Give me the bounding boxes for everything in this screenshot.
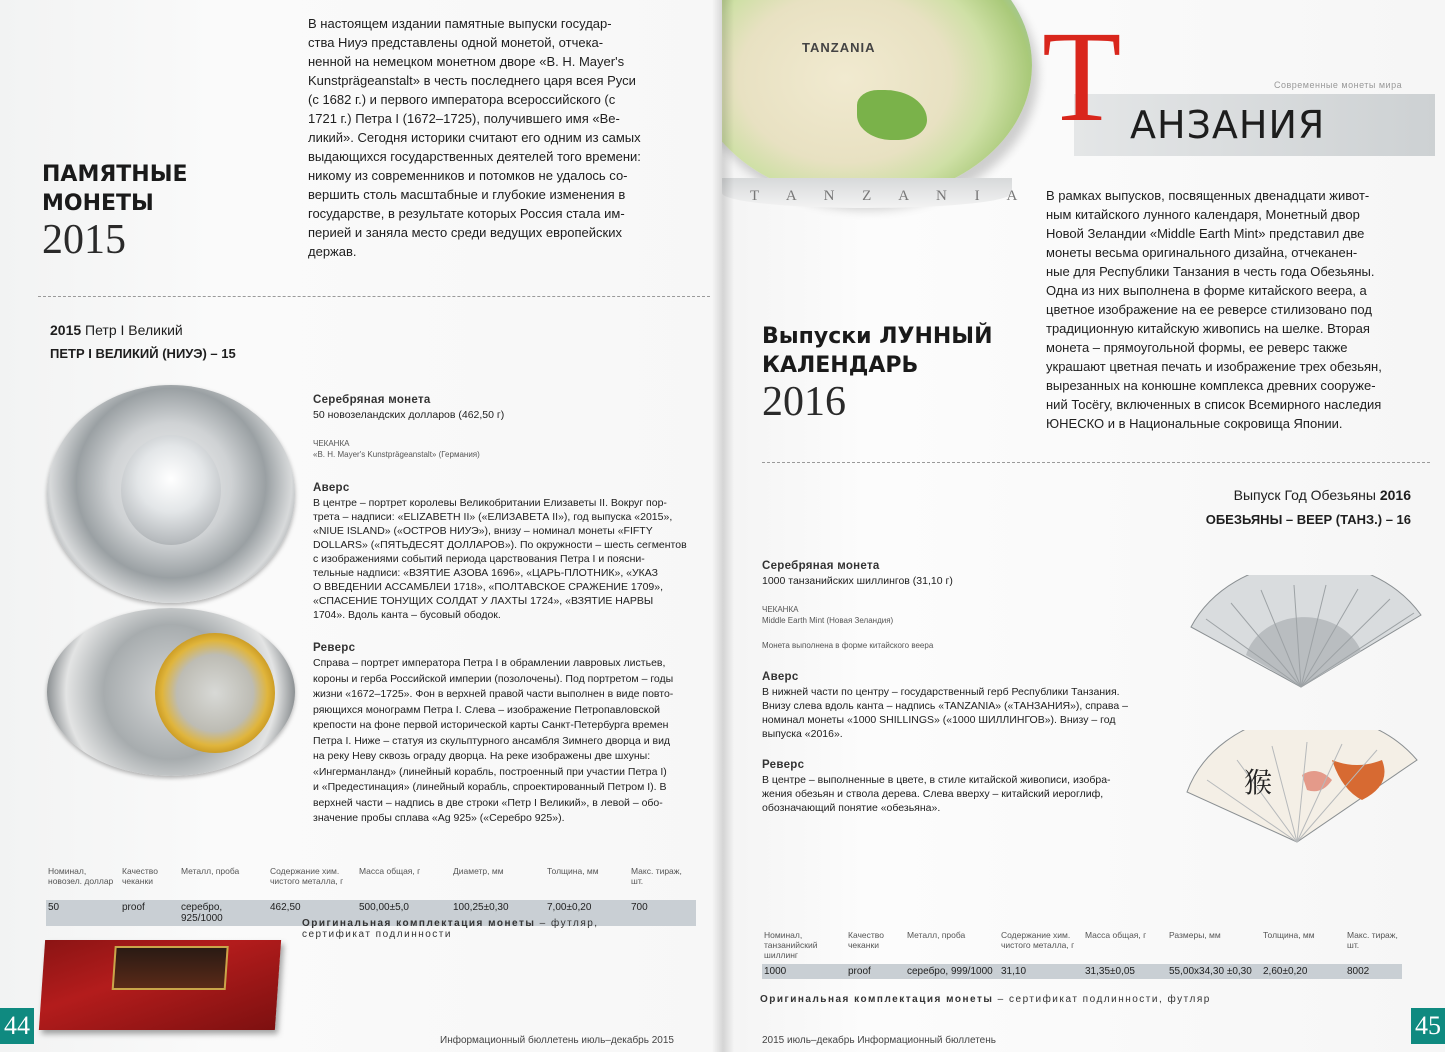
package-note bbox=[302, 918, 662, 940]
text-line: жения обезьян и ствола дерева. Слева вверху – китайский иероглиф, bbox=[762, 788, 1104, 800]
section-title-line-1: ПАМЯТНЫЕ bbox=[42, 162, 188, 187]
spec-header: Масса общая, г bbox=[359, 866, 421, 876]
intro-line: Новой Зеландии «Middle Earth Mint» представил две bbox=[1046, 226, 1365, 241]
intro-line: украшают цветная печать и изображение трех обезьян, bbox=[1046, 359, 1382, 374]
text-line: с изображениями событий периода царствования Петра I и поясни- bbox=[313, 553, 645, 565]
map-disc bbox=[722, 0, 1032, 200]
text-line: на реку Неву сквозь ограду дворца. На реке изображены две шхуны: bbox=[313, 750, 651, 762]
section-title bbox=[42, 160, 188, 264]
right-page bbox=[722, 0, 1445, 1052]
spec-header: Масса общая, г bbox=[1085, 930, 1147, 940]
obverse-title: Аверс bbox=[762, 671, 799, 683]
page-number: 45 bbox=[1411, 1008, 1445, 1044]
spec-header: Размеры, мм bbox=[1169, 930, 1221, 940]
spec-value: 31,35±0,05 bbox=[1083, 964, 1167, 979]
queen-portrait-icon bbox=[121, 435, 221, 545]
intro-line: ства Ниуэ представлены одной монетой, отчека- bbox=[308, 35, 604, 50]
shape-note: Монета выполнена в форме китайского веера bbox=[762, 641, 934, 650]
text-line: В центре – портрет королевы Великобритании Елизаветы II. Вокруг пор- bbox=[313, 497, 667, 509]
intro-line: выдающихся государственных деятелей того времени: bbox=[308, 149, 641, 164]
spec-value: 700 bbox=[629, 900, 696, 926]
metal-title: Серебряная монета bbox=[762, 560, 880, 572]
intro-line: ненной на немецком монетном дворе «B. H. Mayer's bbox=[308, 54, 625, 69]
right-intro-text bbox=[1046, 186, 1418, 433]
intro-line: Одна из них выполнена в форме китайского веера, а bbox=[1046, 283, 1367, 298]
spec-header: Макс. тираж, шт. bbox=[631, 866, 682, 886]
text-line: крепости на фоне первой исторической карты Санкт-Петербурга времен bbox=[313, 719, 669, 731]
spec-value: 2,60±0,20 bbox=[1261, 964, 1345, 979]
mint-value: Middle Earth Mint (Новая Зеландия) bbox=[762, 616, 894, 625]
spec-table bbox=[46, 866, 696, 926]
spec-value: 50 bbox=[46, 900, 120, 926]
book-spine bbox=[712, 0, 734, 1052]
reverse-text bbox=[762, 773, 1162, 815]
map-ring-text: T A N Z A N I A bbox=[750, 188, 1030, 204]
text-line: Внизу слева вдоль канта – надпись «TANZANIA» («ТАНЗАНИЯ»), справа – bbox=[762, 700, 1128, 712]
spec-value: 8002 bbox=[1345, 964, 1402, 979]
text-line: «Ингерманланд» (линейный корабль, построенный при участии Петра I) bbox=[313, 765, 667, 778]
issue-year: 2016 bbox=[1379, 487, 1411, 503]
intro-line: традиционную китайскую живопись на шелке. Вторая bbox=[1046, 321, 1370, 336]
page-footer: 2015 июль–декабрь Информационный бюллетень bbox=[762, 1035, 996, 1046]
page-footer: Информационный бюллетень июль–декабрь 2015 bbox=[440, 1035, 674, 1046]
issue-name: Выпуск Год Обезьяны bbox=[1233, 487, 1376, 503]
coin-info bbox=[313, 394, 713, 827]
reverse-title: Реверс bbox=[762, 759, 805, 771]
text-line: Петра I. Ниже – статуя из скульптурного ансамбля Зимнего дворца и вид bbox=[313, 734, 671, 747]
coin-reverse-image bbox=[47, 608, 295, 776]
left-page bbox=[0, 0, 722, 1052]
text-line: обозначающий понятие «обезьяна». bbox=[762, 802, 941, 814]
spec-value: 55,00х34,30 ±0,30 bbox=[1167, 964, 1261, 979]
intro-line: перией и заняла место среди ведущих европейских bbox=[308, 225, 622, 240]
issue-name: Петр I Великий bbox=[85, 322, 183, 338]
mint-label: ЧЕКАНКА bbox=[762, 605, 799, 614]
text-line: и «Предестинация» (линейный корабль, спроектированный Петром I). В bbox=[313, 781, 667, 793]
text-line: «СПАСЕНИЕ ТОНУЩИХ СОЛДАТ У ЛАХТЫ 1724», «ВЗЯТИЕ НАРВЫ bbox=[313, 595, 654, 607]
intro-line: цветное изображение на ее реверсе стилизовано под bbox=[1046, 302, 1372, 317]
text-line: жизни «1672–1725». Фон в верхней правой части выполнен в виде повто- bbox=[313, 688, 674, 700]
metal-title: Серебряная монета bbox=[313, 394, 431, 406]
fan-reverse-shape bbox=[1187, 730, 1417, 842]
coin-obverse-image bbox=[47, 385, 295, 603]
intro-line: монета – прямоугольной формы, ее реверс также bbox=[1046, 340, 1348, 355]
text-line: DOLLARS» («ПЯТЬДЕСЯТ ДОЛЛАРОВ»). По окружности – шесть сегментов bbox=[313, 539, 687, 551]
spec-header: Толщина, мм bbox=[1263, 930, 1315, 940]
intro-line: государстве, в результате которых Россия стала им- bbox=[308, 206, 625, 221]
page-number: 44 bbox=[0, 1008, 34, 1044]
map-label: TANZANIA bbox=[802, 40, 876, 55]
issue-line bbox=[50, 322, 183, 338]
hieroglyph-glyph: 猴 bbox=[1244, 766, 1273, 799]
denomination: 1000 танзанийских шиллингов (31,10 г) bbox=[762, 575, 953, 587]
coin-info bbox=[762, 560, 1162, 815]
text-line: значение пробы сплава «Ag 925» («Серебро 925»). bbox=[313, 812, 565, 824]
divider bbox=[762, 462, 1430, 464]
package-note bbox=[760, 994, 1280, 1005]
text-line: ряющихся монограмм Петра I. Слева – изображение Петропавловской bbox=[313, 703, 661, 716]
intro-line: никому из современников и потомков не удалось со- bbox=[308, 168, 628, 183]
spec-header: Металл, проба bbox=[181, 866, 240, 876]
country-rest: АНЗАНИЯ bbox=[1130, 103, 1326, 147]
series-label: Современные монеты мира bbox=[1274, 80, 1403, 90]
case-lid-panel bbox=[112, 946, 229, 990]
text-line: О ВВЕДЕНИИ АССАМБЛЕИ 1718», «ПОЛТАВСКОЕ СРАЖЕНИЕ 1709», bbox=[313, 581, 664, 593]
spec-header: Качество чеканки bbox=[122, 866, 158, 886]
section-title-line-2: МОНЕТЫ bbox=[42, 191, 154, 216]
spec-table-header bbox=[46, 866, 696, 900]
intro-line: ные для Республики Танзания в честь года Обезьяны. bbox=[1046, 264, 1375, 279]
package-items: – сертификат подлинности, футляр bbox=[993, 994, 1211, 1005]
divider bbox=[38, 296, 710, 298]
text-line: тельные надписи: «ВЗЯТИЕ АЗОВА 1696», «ЦАРЬ-ПЛОТНИК», «УКАЗ bbox=[313, 567, 659, 579]
obverse-title: Аверс bbox=[313, 482, 350, 494]
text-line: трета – надписи: «ELIZABETH II» («ЕЛИЗАВЕТА II»), год выпуска «2015», bbox=[313, 511, 673, 523]
package-label: Оригинальная комплектация монеты bbox=[760, 994, 994, 1005]
text-line: В центре – выполненные в цвете, в стиле китайской живописи, изобра- bbox=[762, 774, 1111, 786]
issue-line bbox=[1234, 487, 1411, 503]
spec-value: 500,00±5,0 bbox=[357, 900, 451, 926]
spec-value: серебро, 925/1000 bbox=[179, 900, 268, 926]
intro-line: Kunstprägeanstalt» в честь последнего царя всея Руси bbox=[308, 73, 636, 88]
reverse-text bbox=[313, 656, 713, 827]
spec-value: 462,50 bbox=[268, 900, 357, 926]
spec-header: Диаметр, мм bbox=[453, 866, 504, 876]
obverse-text bbox=[762, 685, 1162, 741]
intro-line: вершить столь масштабные и глубокие изменения в bbox=[308, 187, 626, 202]
left-intro-text bbox=[308, 14, 712, 261]
denomination: 50 новозеландских долларов (462,50 г) bbox=[313, 409, 505, 421]
intro-line: держав. bbox=[308, 244, 357, 259]
text-line: В нижней части по центру – государственный герб Республики Танзания. bbox=[762, 686, 1120, 698]
text-line: выпуска «2016». bbox=[762, 728, 843, 740]
section-title bbox=[762, 322, 993, 426]
package-items: – футляр, сертификат подлинности bbox=[302, 918, 599, 940]
spec-header: Макс. тираж, шт. bbox=[1347, 930, 1398, 950]
spec-table bbox=[762, 930, 1402, 979]
text-line: верхней части – надпись в две строки «Петр I Великий», в левой – обо- bbox=[313, 796, 663, 809]
obverse-text bbox=[313, 496, 713, 622]
intro-line: монеты весьма оригинального дизайна, отчеканен- bbox=[1046, 245, 1358, 260]
fan-reverse-image bbox=[1182, 730, 1422, 850]
intro-line: В настоящем издании памятные выпуски государ- bbox=[308, 16, 612, 31]
country-initial: Т bbox=[1042, 5, 1122, 149]
intro-line: 1721 г.) Петра I (1672–1725), получившего имя «Ве- bbox=[308, 111, 620, 126]
coin-case-image bbox=[39, 940, 281, 1030]
intro-line: В рамках выпусков, посвященных двенадцати живот- bbox=[1046, 188, 1370, 203]
park-area bbox=[857, 90, 927, 140]
intro-line: (с 1682 г.) и первого императора всероссийского (с bbox=[308, 92, 616, 107]
spec-value: 1000 bbox=[762, 964, 846, 979]
spec-value: proof bbox=[846, 964, 905, 979]
reverse-title: Реверс bbox=[313, 642, 356, 654]
spec-header: Толщина, мм bbox=[547, 866, 599, 876]
text-line: короны и герба Российской империи (позолочены). Под портретом – годы bbox=[313, 672, 674, 685]
spec-header: Металл, проба bbox=[907, 930, 966, 940]
coin-heading: ОБЕЗЬЯНЫ – ВЕЕР (ТАНЗ.) – 16 bbox=[1205, 512, 1411, 527]
text-line: Справа – портрет императора Петра I в обрамлении лавровых листьев, bbox=[313, 657, 666, 669]
spec-value: 31,10 bbox=[999, 964, 1083, 979]
spec-header: Содержание хим. чистого металла, г bbox=[270, 866, 344, 886]
text-line: «NIUE ISLAND» («ОСТРОВ НИУЭ»), внизу – номинал монеты «FIFTY bbox=[313, 525, 653, 537]
laurel-wreath-icon bbox=[155, 633, 275, 753]
section-year: 2016 bbox=[762, 379, 846, 425]
spec-header: Номинал, новозел. доллар bbox=[48, 866, 114, 886]
spec-value: 7,00±0,20 bbox=[545, 900, 629, 926]
intro-line: ЮНЕСКО и в Национальные сокровища Японии. bbox=[1046, 416, 1343, 431]
text-line: номинал монеты «1000 SHILLINGS» («1000 ШИЛЛИНГОВ»). Внизу – год bbox=[762, 714, 1116, 726]
spec-header: Номинал, танзанийский шиллинг bbox=[764, 930, 818, 960]
intro-line: ний Тосёгу, включенных в список Всемирного наследия bbox=[1046, 397, 1382, 412]
fan-obverse-image bbox=[1186, 575, 1426, 695]
spec-table-header bbox=[762, 930, 1402, 964]
package-label: Оригинальная комплектация монеты bbox=[302, 918, 536, 929]
section-title-line-1: Выпуски ЛУННЫЙ bbox=[762, 324, 993, 349]
spec-header: Качество чеканки bbox=[848, 930, 884, 950]
spec-table-row bbox=[762, 964, 1402, 979]
spec-value: 100,25±0,30 bbox=[451, 900, 545, 926]
spec-value: серебро, 999/1000 bbox=[905, 964, 999, 979]
section-year: 2015 bbox=[42, 217, 126, 263]
text-line: 1704». Вдоль канта – бусовый ободок. bbox=[313, 609, 501, 621]
mint-label: ЧЕКАНКА bbox=[313, 439, 350, 448]
issue-year: 2015 bbox=[50, 322, 82, 338]
mint-value: «B. H. Mayer's Kunstprägeanstalt» (Германия) bbox=[313, 450, 480, 459]
intro-line: вырезанных на конюшне комплекса древних сооруже- bbox=[1046, 378, 1376, 393]
section-title-line-2: КАЛЕНДАРЬ bbox=[762, 353, 919, 378]
spec-value: proof bbox=[120, 900, 179, 926]
coin-heading: ПЕТР I ВЕЛИКИЙ (НИУЭ) – 15 bbox=[50, 346, 236, 361]
intro-line: ным китайского лунного календаря, Монетный двор bbox=[1046, 207, 1360, 222]
intro-line: ликий». Сегодня историки считают его одним из самых bbox=[308, 130, 641, 145]
spec-header: Содержание хим. чистого металла, г bbox=[1001, 930, 1075, 950]
